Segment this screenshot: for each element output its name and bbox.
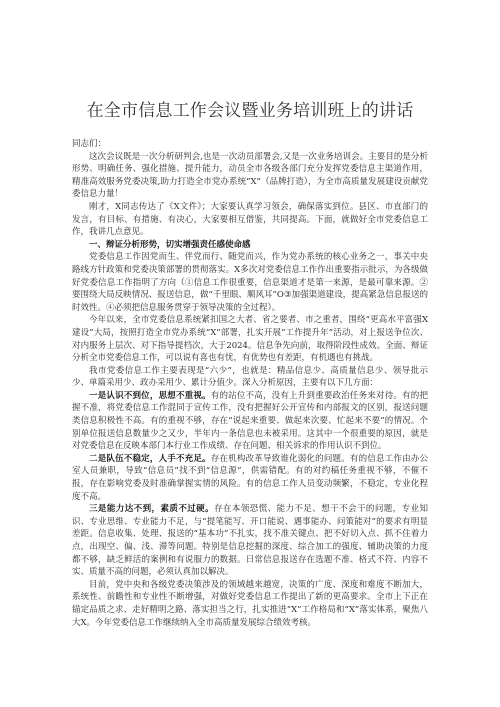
paragraph-list [72, 151, 428, 630]
paragraph [72, 365, 428, 390]
paragraph [72, 251, 428, 314]
paragraph-lead: 二是队伍不稳定，人手不充足。 [89, 453, 211, 464]
paragraph [72, 239, 428, 252]
paragraph-lead: 一是认识不到位，思想不重视。 [89, 390, 211, 401]
paragraph-text: 有的站位不高，没有上升到重要政治任务来对待。有的把握不准，将党委信息工作混同于宣传工作，没有把握好公开宣传和内部报文的区别，报送问题类信息积极性不高。有的重视不够，存在“说起来重要、做起来次要、忙起来不要”的情况。个别单位报送信息数量少之又少，半年内一条信息也未被采用。这其中一个很重要的原因，就是对党委信息在反映本部门本行业工作成绩、存在问题、相关诉求的作用认识不到位。 [72, 390, 428, 452]
document-title: 在全市信息工作会议暨业务培训班上的讲话 [86, 101, 414, 121]
salutation: 同志们： [72, 139, 107, 149]
paragraph-lead: 一、辩证分析形势，切实增强责任感使命感 [89, 239, 251, 250]
paragraph [72, 579, 428, 629]
paragraph-text: 存在机构改革导致谁化弱化的问题。有的信息工作由办公室人员兼职，导致“信息员”找不到“信息源”，供需错配。有的对约稿任务重视不够，不催不报，存在影响党委及时准确掌握实情的风险。有的信息工作人员变动频繁，不稳定，专业化程度不高。 [72, 453, 428, 502]
paragraph-text: 刚才，X同志传达了《X文件》；大家要认真学习领会，确保落实到位。县区、市直部门的发言，有目标、有措施、有决心，大家要相互借鉴，共同提高。下面，就做好全市党委信息工作，我讲几点意见。 [72, 201, 428, 238]
paragraph [72, 390, 428, 453]
paragraph [72, 314, 428, 364]
paragraph-lead: 三是能力达不到，素质不过硬。 [89, 504, 215, 515]
paragraph [72, 453, 428, 503]
paragraph-text: 这次会议既是一次分析研判会,也是一次动员部署会,又是一次业务培训会。主要目的是分析形势、明确任务、强化措施、提升能力，动员全市各级各部门充分发挥党委信息主渠道作用，精准高效服务党委决策,助力打造全市党办系统“X”（品牌打造），为全市高质量发展建设贡献党委信息力量！ [72, 151, 428, 200]
paragraph-text: 目前，党中央和各级党委决策涉及的领域越来越宽，决策的广度、深度和难度不断加大，系统性、前瞻性和专业性不断增强，对做好党委信息工作提出了新的更高要求。全市上下正在锚定品质之求、走好精明之路、落实担当之行，扎实推进“X”工作格局和“X”落实体系，聚焦八大X。今年党委信息工作继续纳入全市高质量发展综合绩效考核。 [72, 579, 428, 628]
paragraph-text: 党委信息工作因党而生、伴党而行、随党而兴，作为党办系统的核心业务之一，事关中央路线方针政策和党委决策部署的贯彻落实。X多次对党委信息工作作出重要指示批示，为各级做好党委信息工作指明了方向（①信息工作很重要，信息渠道才是第一来源，是最可靠来源。②要围绕大局反映情况、报送信息，做“千里眼、顺风耳”O③加强渠道建设，提高紧急信息报送的时效性。④必须把信息服务贯穿于领导决策的全过程）。 [72, 252, 428, 313]
paragraph-text: 我市党委信息工作主要表现是“六少”，也就是：精品信息少、高质量信息少、领导批示少、单篇采用少、政办采用少、累计分值少。深入分析原因，主要有以下几方面： [72, 365, 428, 389]
document-body [72, 138, 428, 629]
paragraph-text: 存在本领恐慌、能力不足、想干不会干的问题，专业知识、专业思维、专业能力不足，与“提笔能写、开口能说、遇事能办、问策能对”的要求有明显差距。信息收集、处理、报送的“基本功”不扎实，找不准关键点、把不好切入点、抓不住着力点，出现空、偏、浅、滞等问题。特别是信息挖掘的深度、综合加工的强度、辅助决策的力度都不够，缺乏鲜活的案例和有说服力的数据。日常信息报送存在选题不准、格式不符、内容不实、质量不高的问题，必须认真加以解决。 [72, 504, 428, 578]
paragraph [72, 151, 428, 201]
paragraph [72, 201, 428, 239]
paragraph [72, 503, 428, 579]
paragraph-text: 今年以来，全市党委信息系统紧扣国之大者、省之要者、市之重者，围绕“更高水平富强X建设”大局，按照打造全市党办系统“X”部署，扎实开展“工作提升年”活动，对上报送争位次、对内服务上层次、对下指导提档次，大于2024。信息争先向前，取得阶段性成效。全面、辩证分析全市党委信息工作，可以说有喜也有忧，有优势也有差距，有机遇也有挑战。 [72, 315, 428, 364]
